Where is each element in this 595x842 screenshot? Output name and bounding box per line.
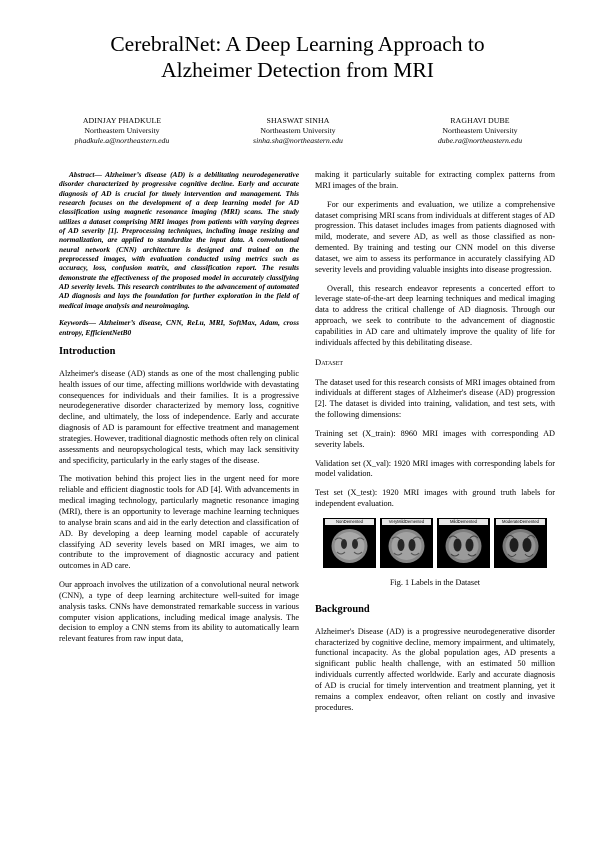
author-name: RAGHAVI DUBE: [450, 116, 510, 125]
mri-label: ModerateDemented: [496, 519, 545, 525]
dataset-test-set: Test set (X_test): 1920 MRI images with ground truth labels for independent evaluation.: [315, 488, 555, 509]
background-heading: Background: [315, 603, 370, 615]
experiments-paragraph: For our experiments and evaluation, we utilize a comprehensive dataset comprising MRI scans from individuals at different stages of AD progression. This dataset includes images from patients diagnosed with mild, moderate, and severe AD, as well as those classified as non-demented. By training and testing our CNN model on this diverse dataset, we aim to assess its performance in accurately classifying AD severity levels and providing valuable insights into disease progression.: [315, 199, 555, 274]
introduction-paragraph-2: The motivation behind this project lies in the urgent need for more reliable and efficient diagnostic tools for AD [4]. With advancements in medical imaging technology, particularly magnetic resonance imaging (MRI), there is an opportunity to leverage machine learning techniques to analyse brain scans and aid in the early detection and classification of AD. By developing a deep learning model capable of accurately classifying AD severity levels based on MRI images, we aim to contribute to the improvement of diagnostic accuracy and patient outcomes in AD care.: [59, 474, 299, 571]
left-column: [59, 170, 299, 653]
brain-scan-icon: [498, 526, 543, 566]
author-email: phadkule.a@northeastern.edu: [74, 136, 170, 145]
title-line-2: Alzheimer Detection from MRI: [161, 58, 434, 82]
figure-1: [315, 518, 555, 589]
brain-scan-icon: [327, 526, 372, 566]
mri-image-milddemented: [437, 518, 490, 568]
mri-label: MildDemented: [439, 519, 488, 525]
author-affiliation: Northeastern University: [260, 126, 336, 135]
author-email: sinha.sha@northeastern.edu: [253, 136, 343, 145]
introduction-heading: Introduction: [59, 345, 116, 357]
author-affiliation: Northeastern University: [84, 126, 160, 135]
author-name: SHASWAT SINHA: [266, 116, 330, 125]
author-email: dube.ra@northeastern.edu: [437, 136, 523, 145]
brain-scan-icon: [441, 526, 486, 566]
dataset-heading: Dataset: [315, 356, 344, 367]
mri-label: NonDemented: [325, 519, 374, 525]
figure-caption: Fig. 1 Labels in the Dataset: [389, 577, 481, 587]
introduction-paragraph-1: Alzheimer's disease (AD) stands as one of the most challenging public health issues of our time, affecting millions worldwide with devastating consequences for individuals and their families. It is a progressive neurodegenerative disorder characterized by memory loss, cognitive decline, and ultimately, the loss of independence. Early and accurate diagnosis of AD is paramount for effective treatment and management strategies. However, traditional diagnostic methods often rely on clinical assessments and neuropsychological tests, which may lack sensitivity and specificity, particularly in the early stages of the disease.: [59, 368, 299, 465]
introduction-continuation: making it particularly suitable for extracting complex patterns from MRI images of the brain.: [315, 170, 555, 190]
right-column: [315, 170, 555, 722]
mri-image-nondemented: [323, 518, 376, 568]
overall-paragraph: Overall, this research endeavor represents a concerted effort to leverage state-of-the-art deep learning techniques and medical imaging data to address the critical challenge of AD diagnosis. Through our approach, we seek to contribute to the advancement of diagnostic capabilities in AD care and ultimately improve the quality of life for individuals affected by this debilitating disease.: [315, 283, 555, 347]
brain-scan-icon: [384, 526, 429, 566]
author-block: [0, 116, 595, 156]
author-3: [390, 116, 570, 146]
abstract: Abstract— Alzheimer’s disease (AD) is a debilitating neurodegenerative disorder characterized by progressive cognitive decline. Early and accurate diagnosis of AD is crucial for timely intervention and management. This research focuses on the development of a deep learning model for AD classification using magnetic resonance imaging (MRI) scans. The study utilizes a dataset comprising MRI images from patients with varying degrees of AD severity [1]. Preprocessing techniques, including image resizing and normalization, are applied to standardize the input data. A convolutional neural network (CNN) architecture is designed and trained on the preprocessed images, with evaluation conducted using metrics such as accuracy, loss, confusion matrix, and classification report. The results demonstrate the effectiveness of the proposed model in accurately classifying AD severity levels. This research contributes to the advancement of automated AD diagnosis and lays the foundation for further exploration in the field of medical image analysis and neuroimaging.: [59, 170, 299, 310]
background-paragraph-1: Alzheimer's Disease (AD) is a progressive neurodegenerative disorder characterized by cognitive decline, memory impairment, and ultimately, functional incapacity. As the global population ages, AD presents a significant public health challenge, with an estimated 50 million individuals currently affected worldwide. Early and accurate diagnosis of AD is crucial for timely intervention and treatment planning, yet it remains a complex endeavor, often reliant on costly and invasive procedures.: [315, 626, 555, 712]
mri-label: VeryMildDemented: [382, 519, 431, 525]
mri-image-moderatedemented: [494, 518, 547, 568]
dataset-paragraph: The dataset used for this research consists of MRI images obtained from individuals at different stages of Alzheimer's disease (AD) progression [2]. The dataset is divided into training, validation, and test sets, with the following dimensions:: [315, 377, 555, 420]
dataset-validation-set: Validation set (X_val): 1920 MRI images with corresponding labels for model validation.: [315, 458, 555, 479]
author-name: ADINJAY PHADKULE: [82, 116, 162, 125]
title-line-1: CerebralNet: A Deep Learning Approach to: [110, 32, 485, 56]
keywords: Keywords— Alzheimer’s disease, CNN, ReLu, MRI, SoftMax, Adam, cross entropy, EfficientNetB0: [59, 318, 299, 337]
author-affiliation: Northeastern University: [442, 126, 518, 135]
author-2: [208, 116, 388, 146]
paper-title: [60, 31, 535, 83]
dataset-training-set: Training set (X_train): 8960 MRI images with corresponding AD severity labels.: [315, 428, 555, 449]
mri-image-row: [315, 518, 555, 568]
author-1: [32, 116, 212, 146]
introduction-paragraph-3: Our approach involves the utilization of a convolutional neural network (CNN), a type of deep learning architecture well-suited for image analysis tasks. CNNs have demonstrated remarkable success in various computer vision applications, including medical image analysis. The decision to employ a CNN stems from its ability to automatically learn relevant features from raw input data,: [59, 580, 299, 644]
mri-image-verymilddemented: [380, 518, 433, 568]
